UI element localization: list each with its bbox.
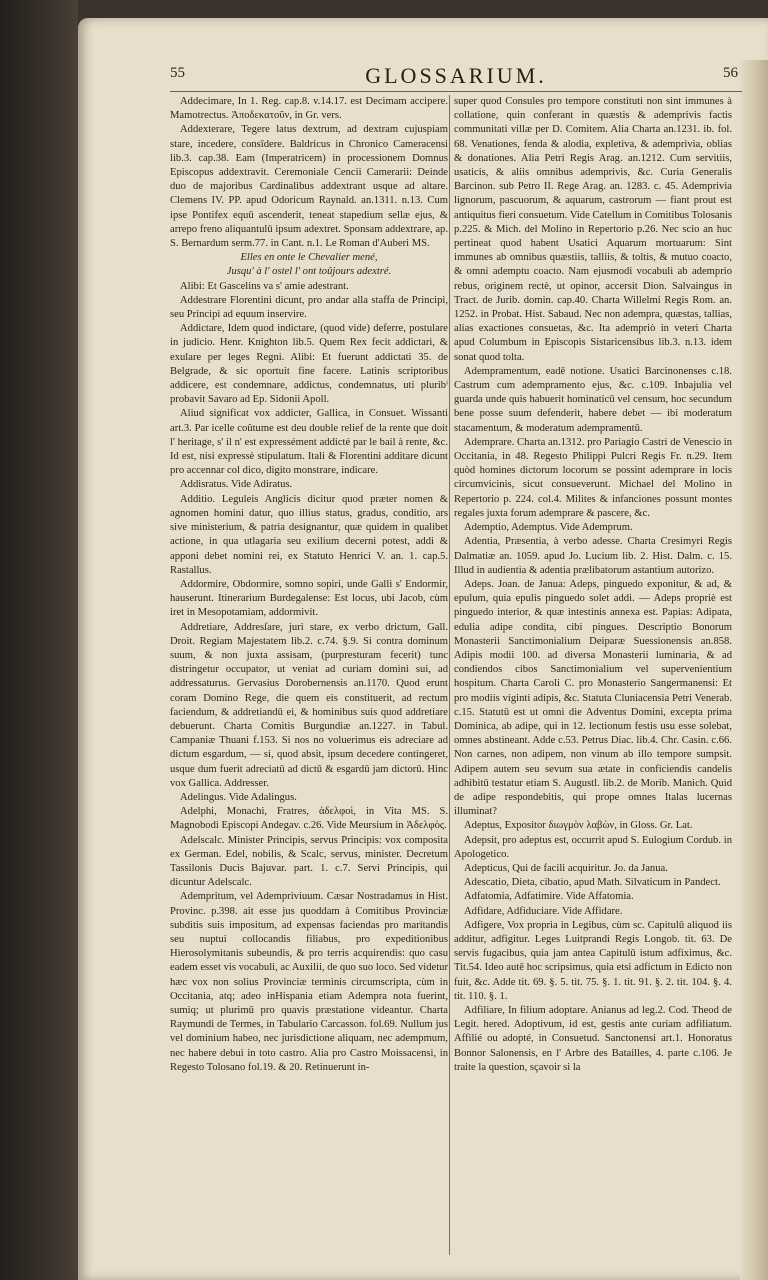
- page-text-area: [170, 55, 742, 1260]
- entry-paragraph: Addictare, Idem quod indictare, (quod vide) deferre, postulare in judicio. Henr. Knighton lib.5. Quem Rex fecit addictari, & exulare per leges Regni. Alibi: Et fuerunt addictati 35. de Belgrade, & sic oportuit fine facere. Latinis scriptoribus addicere, est condemnare, addictus, condemnatus, uti pluribⁱ probavit Savaro ad Ep. Sidonii Apoll.: [170, 323, 448, 406]
- entry-paragraph: Adepsit, pro adeptus est, occurrit apud S. Eulogium Cordub. in Apologetico.: [454, 834, 732, 860]
- entry-paragraph: Ademptio, Ademptus. Vide Ademprum.: [464, 522, 633, 534]
- verse-line: Jusqu' à l' ostel l' ont toûjours adextré.: [226, 266, 392, 278]
- entry-paragraph: Addisratus. Vide Adiratus.: [180, 479, 293, 491]
- entry-paragraph: Adfatomia, Adfatimire. Vide Affatomia.: [464, 891, 634, 903]
- entry-paragraph: Addexterare, Tegere latus dextrum, ad dextram cujuspiam stare, incedere, consīdere. Baldricus in Chronico Cameracensi lib.3. cap.38. Eam (Imperatricem) in processionem Domnus Episcopus addextravit. Ceremoniale Cencii Camerarii: Deinde duo de majoribus Cardinalibus addextrant usque ad altare. Clemens IV. PP. apud Odoricum Raynald. an.1311. n.13. Cum ipse Pontifex equū ascenderit, teneat stapedium sellæ ejus, & arrepo freno aliquantulū ipsum adextret. Sponsam addextrare, ap. S. Bernardum serm.77. in Cant. n.1. Le Roman d'Auberi MS.: [170, 124, 448, 250]
- entry-paragraph: Adentia, Præsentia, à verbo adesse. Charta Cresimyri Regis Dalmatiæ an. 1059. apud Jo. Lucium lib. 2. Hist. Dalm. c. 15. Illud in audientia & adentia prælibatorum astantium autorizo.: [454, 536, 732, 576]
- entry-paragraph: Addestrare Florentini dicunt, pro andar alla staffa de Principi, seu Principi ad equum inservire.: [170, 294, 448, 321]
- entry-paragraph: Adeptus, Expositor διωγμὸν λαβὼν, in Gloss. Gr. Lat.: [464, 820, 693, 832]
- page-number-left: 55: [170, 65, 185, 81]
- running-header: [170, 63, 742, 92]
- entry-paragraph: Addormire, Obdormire, somno sopiri, unde Galli s' Endormir, hauserunt. Itinerarium Burdegalense: Est locus, ubi Jacob, cùm iret in Mesopotamiam, addormivit.: [170, 578, 448, 619]
- entry-paragraph: Adfiliare, In filium adoptare. Anianus ad leg.2. Cod. Theod de Legit. hered. Adoptivum, id est, gestis ante curiam adfiliatum. Affilié ou adopté, in Consuetud. Sanctonensi art.1. Honoratus Bonnor Salonensis, en l' Arbre des Batailles, 4. parte c.106. Je traite la question, sçavoir si la: [454, 1005, 732, 1073]
- entry-paragraph: Adempramentum, eadē notione. Usatici Barcinonenses c.18. Castrum cum adempramento ejus, &c. c.109. Inbajulia vel guarda unde quis habuerit hominaticū vel censum, hoc secundum bene posse suum defenderit, habere debet — ibi moderatum stacamentum, & moderatum adempramentū.: [454, 365, 732, 434]
- column-divider: [449, 95, 450, 1255]
- right-column: [454, 95, 732, 1255]
- dark-background-left: [0, 0, 78, 1280]
- two-column-body: [170, 95, 742, 1255]
- entry-paragraph: Adempritum, vel Adempriviuum. Cæsar Nostradamus in Hist. Provinc. p.398. ait esse jus quoddam à Comitibus Provinciæ subditis suis impositum, ad expensas faciendas pro maritandis seu nuptui collocandis filiabus, pro expeditionibus Hierosolymitanis subeundis, & pro terris acquirendis: quo casu eadem esset vis vocabuli, ac Auxilii, de quo suo loco. Sed videtur hæc vox non solius Provinciæ terminis circumscripta, cùm in Occitania, atq; adeo inHispania etiam Adempra nota fuerint, sumiq; ut plurimū pro quavis præstatione videantur. Charta Raymundi de Termes, in Tabulario Carcasson. fol.69. Nullum jus vel dominium habeo, nec jurisdictione aliquam, nec adempmum, nec habere debui in toto castro. Alia pro Castro Moissacensi, in Regesto Tolosano fol.19. & 20. Retinuerunt in-: [170, 891, 448, 1073]
- verse-line: Elles en onte le Chevalier mené,: [240, 252, 378, 264]
- entry-paragraph: super quod Consules pro tempore constituti non sint immunes à collatione, quin conferant in quæstis & ademprivis factis communitati villæ per D. Comitem. Alia Charta an.1231. ib. fol. 68. Venationes, fenda & alodia, expletiva, & ademprivia, oblias & donationes. Alia Petri Regis Arag. an.1212. Cum servitiis, usaticis, & aliis omnibus ademprivis, &c. Curia Generalis Barcinon. sub Petro II. Rege Arag. an. 1283. c. 45. Ademprivia lignorum, pascuorum, & aquarum, castrorum — fiant prout est antiquitus fieri consuetum. Vide Catellum in Comitibus Tolosanis p.225. & Mich. del Molino in Repertorio p.26. Nec scio an huc pertineat quod habent Usatici Aquarum mortuarum: Sint immunes ab omnibus quæstiis, talliis, & toltis, & mutuo coacto, & omni ademptu coacto. Nam ejusmodi vocabuli ab ademprio rebus, originem rectè, ut opinor, accersit Dion. Salvaingus in Tract. de Jurib. domin. cap.40. Charta Willelmi Regis Rom. an. 1252. in Probat. Hist. Sabaud. Nec non adempra, quæstas, tallias, alias exactiones consuetas, &c. Ita adempriò in veteri Charta apud Columbum in Episcopis Sistaricensibus lib.3. n.13. idem sonat quod tolta.: [454, 96, 732, 363]
- entry-paragraph: Adepticus, Qui de facili acquiritur. Jo. da Janua.: [464, 862, 668, 874]
- entry-paragraph: Adelscalc. Minister Principis, servus Principis: vox composita ex German. Edel, nobilis, & Scalc, servus, minister. Decretum Tassilonis Ducis Bajuvar. part. 1. c.7. Servi Principis, qui dicuntur Adelscalc.: [170, 834, 448, 889]
- entry-paragraph: Alibi: Et Gascelins va s' amie adestrant.: [180, 280, 349, 292]
- entry-paragraph: Aliud significat vox addicter, Gallica, in Consuet. Wissanti art.3. Par icelle coûtume est deu double relief de la rente que doit l' heritage, s' il n' est expressément addicté par le bail à rente, &c. Id est, nisi expressè stipulatum. Itali & Florentini additare dicunt pro accennar col dico, digito monstrare, indicare.: [170, 408, 448, 477]
- entry-paragraph: Adelingus. Vide Adalingus.: [180, 791, 297, 803]
- entry-paragraph: Adelphi, Monachi, Fratres, ἀδελφοὶ, in Vita MS. S. Magnobodi Episcopi Andegav. c.26. Vide Meursium in Ἀδελφὸς.: [170, 806, 448, 832]
- entry-paragraph: Ademprare. Charta an.1312. pro Pariagio Castri de Venescio in Occitania, in 48. Regesto Philippi Pulcri Regis Fr. n.29. Item quòd homines dictorum locorum se possint ademprare in locis circumvicinis, sicut consueverunt. Michael del Molino in Repertorio p. 224. col.4. Milites & infanciones possunt montes regales juxta forum ademprare & pascere, &c.: [454, 436, 732, 519]
- page-edge-shadow: [740, 60, 768, 1280]
- entry-paragraph: Adfigere, Vox propria in Legibus, cùm sc. Capitulū aliquod iis additur, adfigitur. Leges Luitprandi Regis Longob. tit. 63. De servis fugacibus, quia jam antea Capitulū istum adfiximus, &c. Tit.54. Ideo autē hoc scripsimus, quia etsi adfictum in Edicto non fuit, &c. Adde tit. 69. §. 5. tit. 75. §. 1. tit. 91. §. 2. tit. 104. §. 4. tit. 110. §. 1.: [454, 919, 732, 1002]
- entry-paragraph: Adescatio, Dieta, cibatio, apud Math. Silvaticum in Pandect.: [464, 877, 721, 889]
- entry-paragraph: Addretiare, Addresſare, juri stare, ex verbo drictum, Gall. Droit. Regiam Majestatem lib.2. c.74. §.9. Si contra dominum suum, & non juxta assisam, (purpresturam fecerit) tunc distringetur occupator, ut veniat ad curiam domini sui, ad addressaturus. Gervasius Dorobernensis an.1170. Quod erunt coram Domino Rege, die quem eis constituerit, ad rectum faciendum, & addretiandū ei, & hominibus suis quod addretiare debuerunt. Charta Comitis Burgundiæ an.1227. in Tabul. Campaniæ Thuani f.153. Si nos no voluerimus eis adreciare ad dictum esgardum, — si, quod absit, ipsum decedere contingeret, usque dum fuerit adreciatū ad dictū & esgardū jam dictorū. Hinc vox Gallica. Addresser.: [170, 621, 448, 789]
- entry-paragraph: Adfidare, Adfiduciare. Vide Affidare.: [464, 905, 623, 917]
- entry-paragraph: Adeps. Joan. de Janua: Adeps, pinguedo exponitur, & ad, & epulum, quia epulis pinguedo solet addi. — Adeps propriè est pinguedo interior, & quæ intestinis annexa est. Papias: Adipata, edulia adipe condita, cibi pingues. Descriptio Bonorum Monasterii Sanctimonialium Deiparæ Suessionensis an.858. Adipis modii 100. ad diversa Monasterii luminaria, & ad condiendos cibos Sanctimonialium vel supervenientium hospitum. Charta Caroli C. pro Monasterio Sangermanensi: Et pro modiis viginti adipis, &c. Statuta Cluniacensia Petri Venerab. c.15. Statutū est ut omni die Adventus Domini, excepta prima Dominica, ab adipe, qui in 12. lectionum festis usu esse solebat, omnes abstineant. Adde c.53. Petrus Diac. lib.4. Chr. Casin. c.66. Non carnes, non adipem, non vinum ab illo tempore sumpsit. Adipem autem seu sevum sua ætate in conficiendis candelis adhibitū testatur etiam S. Augustl. lib.2. de Morib. Manich. Quid de adipe respondebitis, qui prope omnes Italas lucernas illuminat?: [454, 578, 732, 818]
- running-title: GLOSSARIUM.: [365, 63, 547, 88]
- left-column: [170, 95, 448, 1255]
- entry-paragraph: Addecimare, In 1. Reg. cap.8. v.14.17. est Decimam accipere. Mamotrectus. Ἀποδεκατοῦν, in Gr. vers.: [170, 96, 448, 122]
- page-number-right: 56: [723, 65, 738, 81]
- entry-paragraph: Additio. Leguleis Anglicis dicitur quod præter nomen & agnomen homini datur, quo illius status, gradus, conditio, ars sive ministerium, & patria designantur, quæ quidem in qualibet actione, in qua utlagaria seu exilium decerni potest, addi & apponi debet nomini rei, ex Statuto Henrici V. an. 1. cap.5. Rastallus.: [170, 493, 448, 576]
